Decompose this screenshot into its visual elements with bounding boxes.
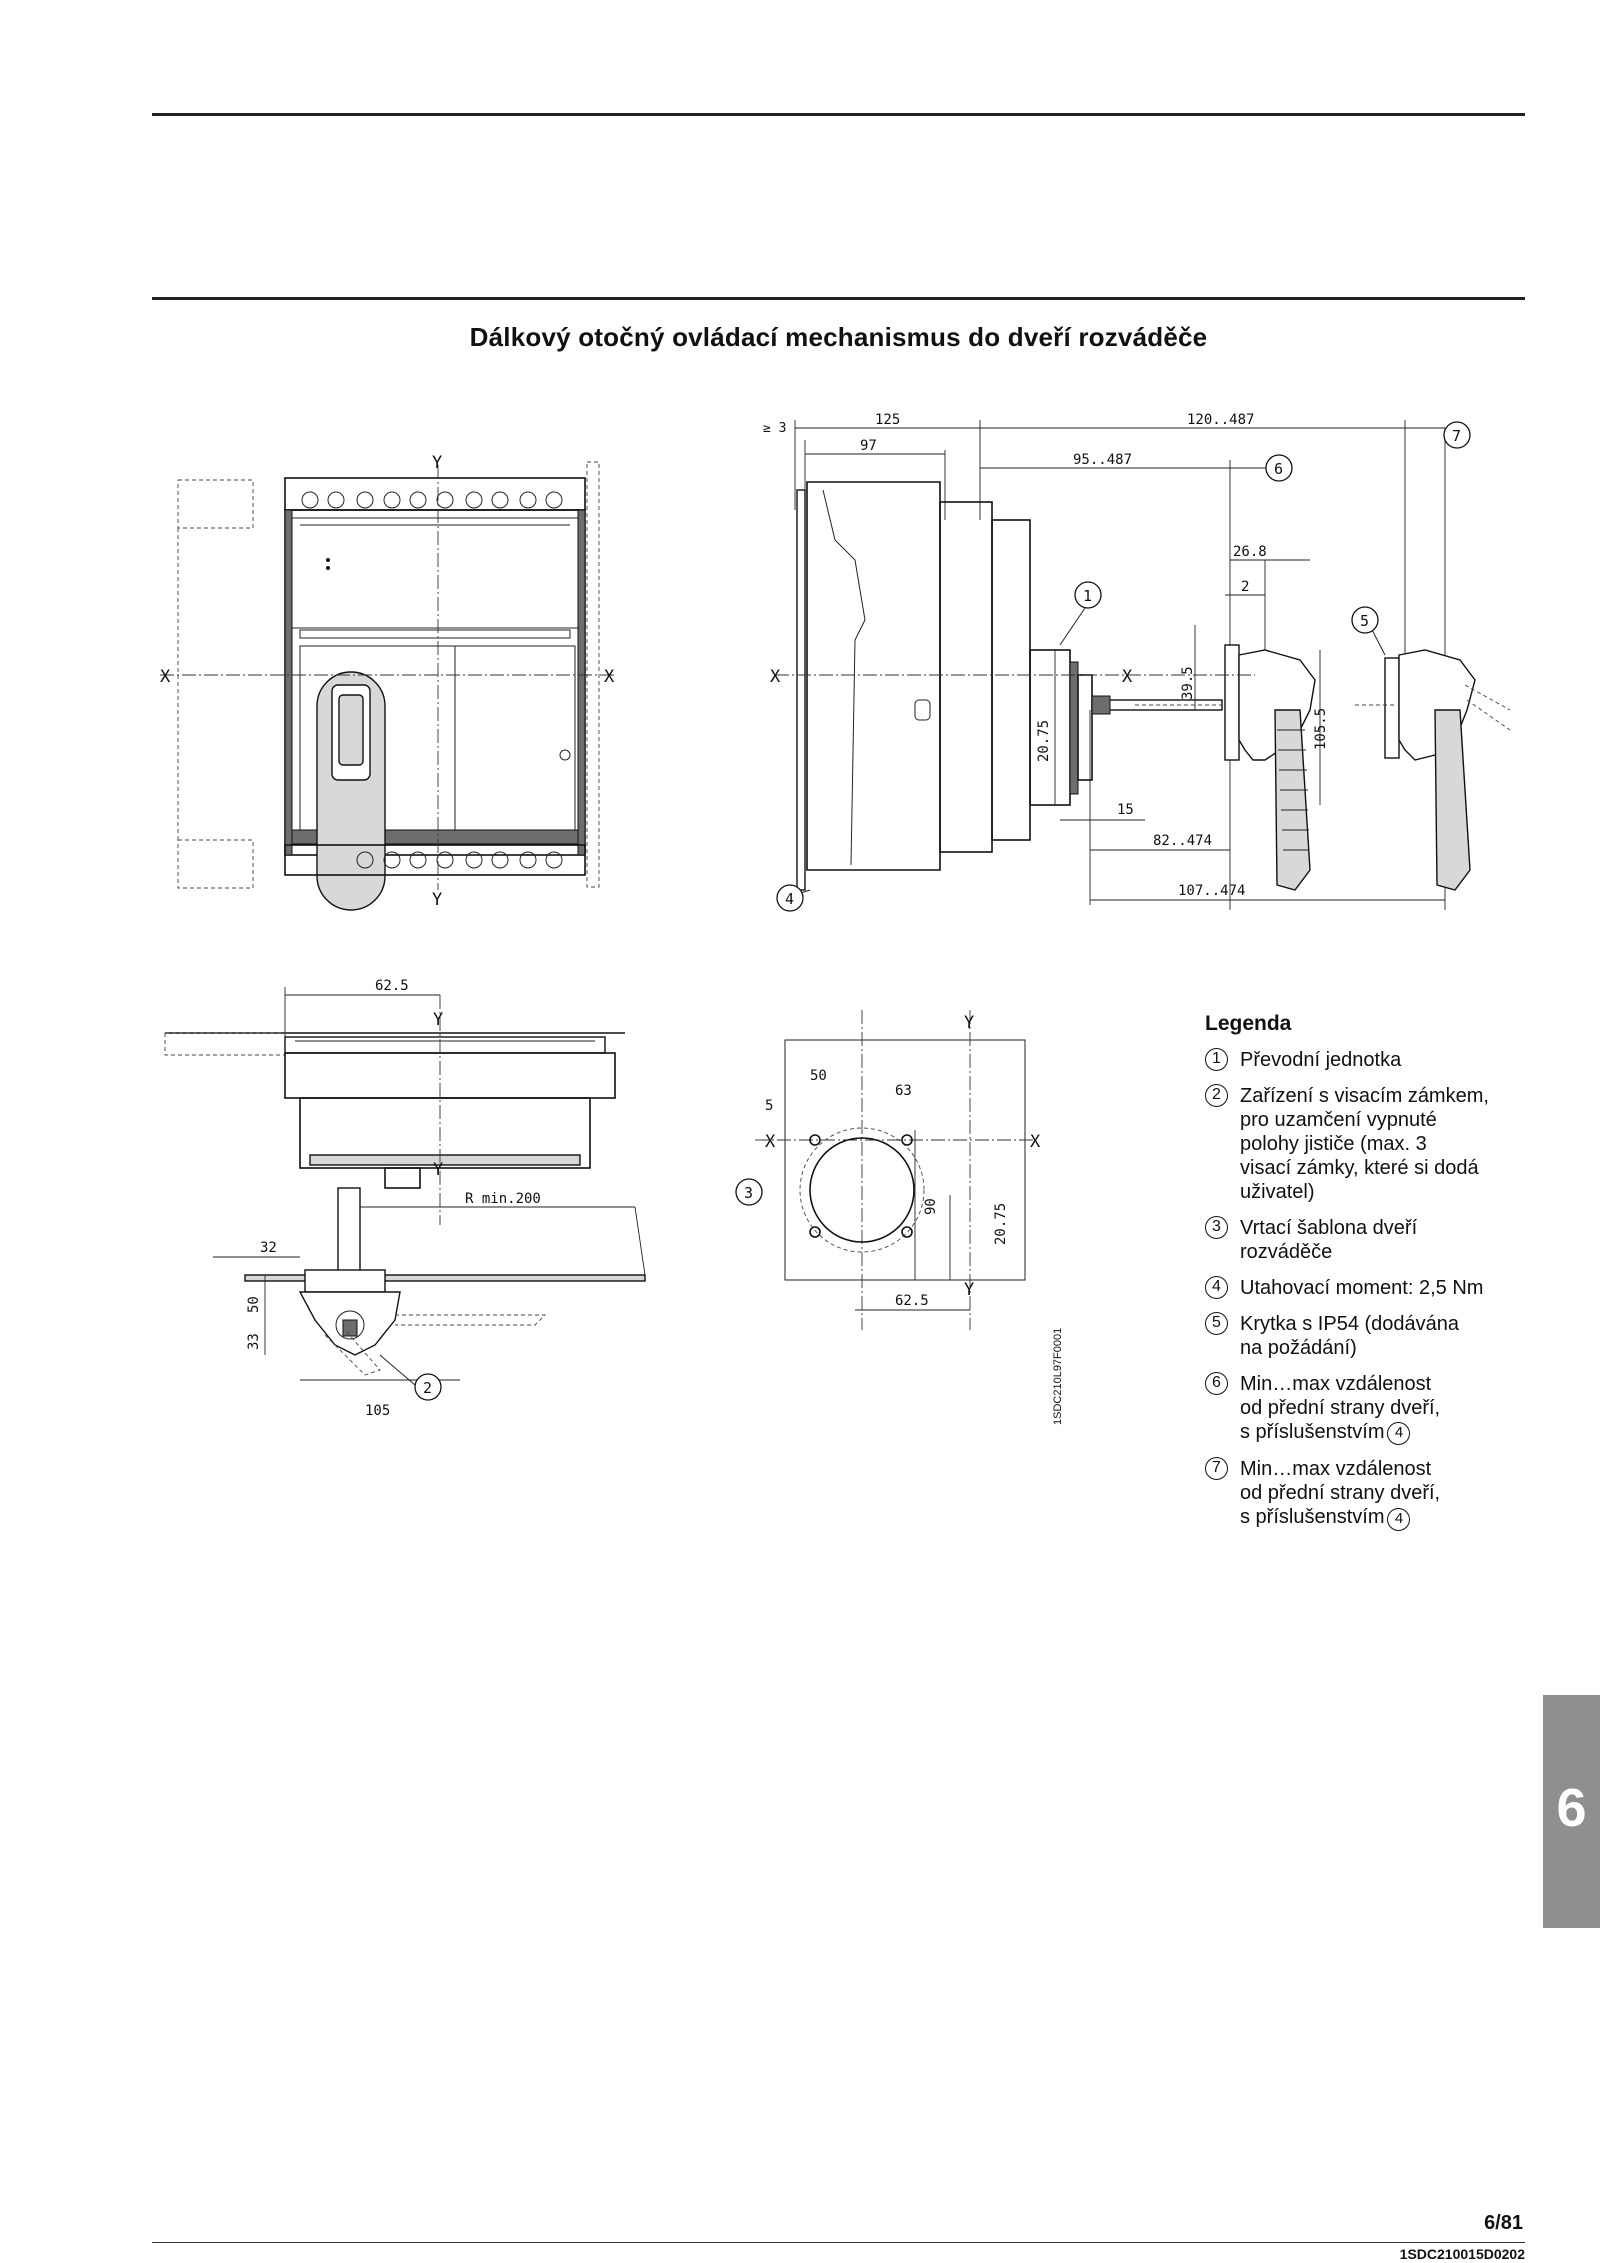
legend-num: 2 <box>1205 1084 1228 1107</box>
legend-item <box>1205 1276 1535 1300</box>
legend-item <box>1205 1084 1535 1204</box>
legend-text: Převodní jednotka <box>1240 1049 1402 1071</box>
legend-num: 1 <box>1205 1048 1228 1071</box>
dim-95-487: 95..487 <box>1073 452 1133 468</box>
page-title: Dálkový otočný ovládací mechanismus do dveří rozváděče <box>469 322 1208 352</box>
page-number: 6/81 <box>1484 2212 1523 2234</box>
callout-2: 2 <box>423 1379 433 1397</box>
dim-phi50: 50 <box>810 1068 827 1084</box>
legend-item <box>1205 1216 1535 1264</box>
front-axis-x-right: X <box>604 667 615 687</box>
tpl-axis-x-right: X <box>1030 1132 1041 1152</box>
legend-num: 4 <box>1205 1276 1228 1299</box>
legend-text: Utahovací moment: 2,5 Nm <box>1240 1277 1484 1299</box>
legend-text: Krytka s IP54 (dodávána na požádání) <box>1240 1313 1460 1359</box>
legend-num: 7 <box>1205 1457 1228 1480</box>
dim-82-474: 82..474 <box>1153 833 1213 849</box>
dim-120-487: 120..487 <box>1187 412 1255 428</box>
side-view-drawing <box>755 410 1475 920</box>
legend-item <box>1205 1312 1535 1360</box>
side-axis-x-left: X <box>770 667 781 687</box>
tpl-axis-y-top: Y <box>964 1013 975 1033</box>
legend-item <box>1205 1372 1535 1445</box>
dim-r-min-200: R min.200 <box>465 1191 541 1207</box>
legend-text: Zařízení s visacím zámkem, pro uzamčení vypnuté polohy jističe (max. 3 visací zámky, které si dodá uživatel) <box>1240 1085 1489 1203</box>
section-tab-label: 6 <box>1556 1778 1587 1838</box>
dim-90: 90 <box>923 1198 939 1215</box>
front-axis-y-bottom: Y <box>432 890 443 910</box>
dim-125: 125 <box>875 412 901 428</box>
drilling-template-drawing <box>735 1010 1055 1340</box>
legend-ref: 4 <box>1387 1422 1410 1445</box>
legend-title: Legenda <box>1205 1012 1292 1035</box>
legend-text: Vrtací šablona dveří rozváděče <box>1240 1217 1418 1263</box>
legend-text: Min…max vzdálenost od přední strany dveří, s příslušenstvím <box>1240 1458 1441 1529</box>
dim-26-8: 26.8 <box>1233 544 1267 560</box>
dim-33: 33 <box>246 1333 262 1350</box>
callout-1: 1 <box>1083 587 1093 605</box>
legend-num: 3 <box>1205 1216 1228 1239</box>
top-view-drawing <box>165 975 665 1425</box>
legend-ref: 4 <box>1387 1508 1410 1531</box>
callout-3: 3 <box>744 1184 754 1202</box>
front-axis-y-top: Y <box>432 453 443 473</box>
dim-2: 2 <box>1241 579 1250 595</box>
front-view-drawing <box>160 450 640 910</box>
dim-15: 15 <box>1117 802 1134 818</box>
tpl-axis-y-bottom: Y <box>964 1280 975 1300</box>
front-axis-x-left: X <box>160 667 171 687</box>
callout-7: 7 <box>1452 427 1462 445</box>
dim-62-5-top: 62.5 <box>375 978 409 994</box>
document-code: 1SDC210015D0202 <box>1399 2246 1525 2262</box>
legend-item <box>1205 1048 1535 1072</box>
section-tab <box>1543 1695 1600 1928</box>
dim-105: 105 <box>365 1403 391 1419</box>
dim-ge3: ≥ 3 <box>763 421 787 436</box>
drawing-code: 1SDC210L97F0001 <box>1052 1327 1064 1425</box>
dim-97: 97 <box>860 438 877 454</box>
dim-107-474: 107..474 <box>1178 883 1246 899</box>
dim-32: 32 <box>260 1240 277 1256</box>
legend-text: Min…max vzdálenost od přední strany dveří, s příslušenstvím <box>1240 1373 1441 1443</box>
top-axis-y-top: Y <box>433 1010 444 1030</box>
legend-num: 5 <box>1205 1312 1228 1335</box>
dim-62-5-tpl: 62.5 <box>895 1293 929 1309</box>
side-axis-x-right: X <box>1122 667 1133 687</box>
legend <box>1205 1012 1535 1543</box>
dim-50: 50 <box>246 1296 262 1313</box>
legend-item <box>1205 1457 1535 1530</box>
dim-39-5: 39.5 <box>1180 666 1196 700</box>
dim-20-75: 20.75 <box>1036 719 1052 762</box>
callout-4: 4 <box>785 890 795 908</box>
footer-rule <box>152 2242 1525 2243</box>
dim-105-5: 105.5 <box>1313 707 1329 750</box>
callout-6: 6 <box>1274 460 1284 478</box>
header-rule <box>152 297 1525 300</box>
tpl-axis-x-left: X <box>765 1132 776 1152</box>
dim-20-75-tpl: 20.75 <box>993 1202 1009 1245</box>
callout-5: 5 <box>1360 612 1370 630</box>
top-axis-y-mid: Y <box>433 1160 444 1180</box>
dim-phi63: 63 <box>895 1083 912 1099</box>
top-rule <box>152 113 1525 116</box>
legend-num: 6 <box>1205 1372 1228 1395</box>
dim-phi5: 5 <box>765 1098 774 1114</box>
